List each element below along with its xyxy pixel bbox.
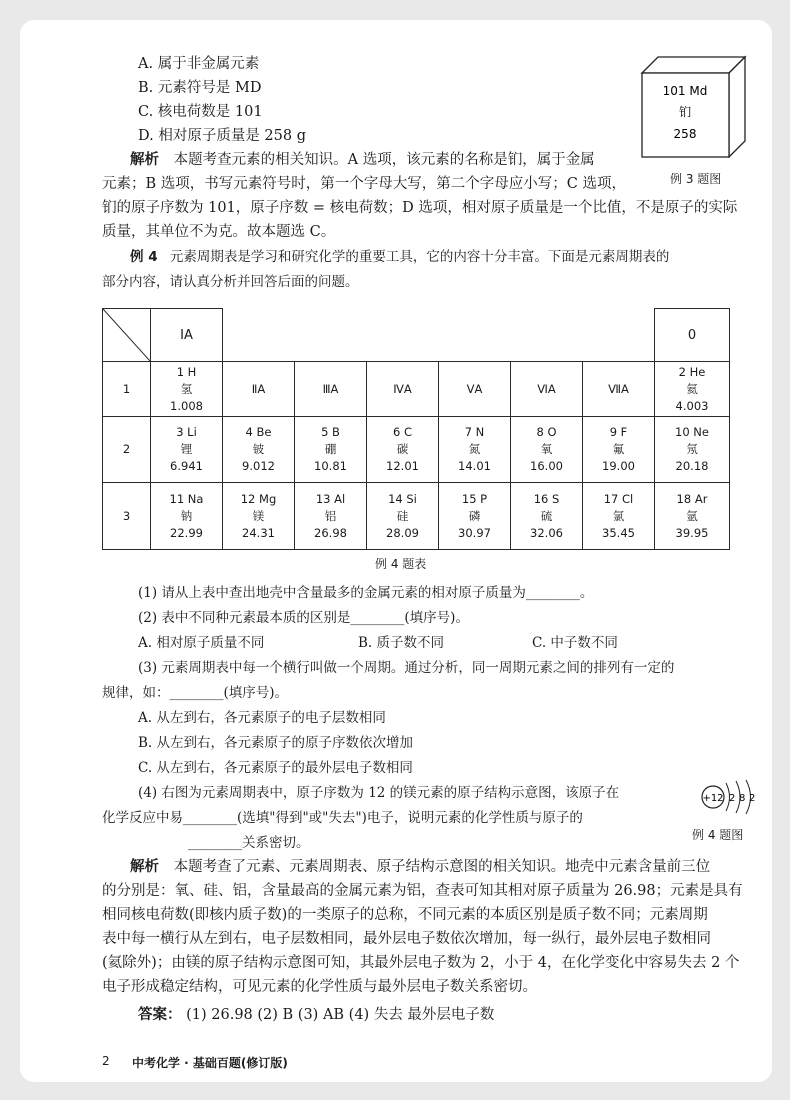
book-title: 中考化学 · 基础百题(修订版)	[132, 1056, 288, 1070]
page	[20, 20, 772, 1082]
element-cell	[151, 483, 223, 550]
element-name: 氟	[612, 442, 625, 456]
element-mass: 39.95	[675, 525, 709, 540]
ex4-intro-line2: 部分内容，请认真分析并回答后面的问题。	[102, 274, 359, 290]
page-number: 2	[102, 1054, 110, 1068]
element-mass: 19.00	[602, 459, 635, 473]
element-name: 磷	[468, 508, 481, 523]
question-1: (1) 请从上表中查出地壳中含量最多的金属元素的相对原子质量为________。	[138, 585, 594, 601]
table-caption: 例 4 题表	[375, 557, 427, 571]
ex4-analysis-line4: 表中每一横行从左到右，电子层数相同，最外层电子数依次增加，每一纵行，最外层电子数相同	[102, 931, 711, 947]
element-mass: 10.81	[314, 459, 347, 473]
ex4-analysis-line1: 本题考查了元素、元素周期表、原子结构示意图的相关知识。地壳中元素含量前三位	[173, 859, 711, 875]
ex3-analysis-line2: 元素；B 选项，书写元素符号时，第一个字母大写，第二个字母应小写；C 选项，	[102, 176, 626, 192]
question-2: (2) 表中不同种元素最本质的区别是________(填序号)。	[138, 610, 469, 626]
element-number-symbol: 5 B	[321, 425, 340, 439]
element-name: 氯	[612, 508, 625, 523]
box-name: 钔	[678, 105, 692, 119]
element-mass: 30.97	[458, 525, 491, 540]
ex4-analysis-label: 解析	[130, 859, 159, 875]
question-4-line2: 化学反应中易________(选填"得到"或"失去")电子，说明元素的化学性质与原子的	[102, 810, 583, 826]
question-4-line1: (4) 右图为元素周期表中，原子序数为 12 的镁元素的原子结构示意图，该原子在	[138, 785, 620, 801]
table-corner-cell	[103, 309, 151, 362]
element-name: 氮	[468, 442, 481, 456]
answer-text: (1) 26.98 (2) B (3) AB (4) 失去 最外层电子数	[186, 1007, 495, 1023]
element-cell	[511, 417, 583, 483]
element-number-symbol: 1 H	[176, 364, 197, 379]
element-mass: 26.98	[314, 525, 347, 540]
ex4-analysis-line3: 相同核电荷数(即核内质子数)的一类原子的总称，不同元素的本质区别是质子数不同；元素周期	[102, 907, 708, 923]
element-name: 氢	[180, 381, 193, 396]
element-number-symbol: 16 S	[533, 491, 560, 506]
ex3-option-c: C. 核电荷数是 101	[138, 104, 263, 120]
group-iiia-header: ⅢA	[295, 362, 367, 417]
group-iva-header: ⅣA	[367, 362, 439, 417]
element-name: 硫	[540, 508, 553, 523]
q2-option-c: C. 中子数不同	[532, 635, 618, 651]
element-name: 氖	[686, 442, 698, 456]
svg-text:8: 8	[739, 793, 746, 804]
element-mass: 12.01	[386, 459, 419, 473]
period-3-label: 3	[103, 483, 151, 550]
element-number-symbol: 3 Li	[176, 425, 197, 439]
periodic-table	[102, 308, 730, 550]
q3-option-c: C. 从左到右，各元素原子的最外层电子数相同	[138, 760, 413, 776]
group-iia-header: ⅡA	[223, 362, 295, 417]
element-number-symbol: 15 P	[461, 491, 488, 506]
element-number-symbol: 12 Mg	[240, 491, 277, 506]
box-number-symbol: 101 Md	[662, 84, 708, 98]
element-cell	[295, 417, 367, 483]
element-name: 镁	[252, 508, 265, 523]
element-mass: 20.18	[675, 459, 709, 473]
element-number-symbol: 14 Si	[388, 491, 417, 506]
element-number-symbol: 7 N	[464, 425, 485, 439]
element-name: 碳	[396, 442, 409, 456]
element-number-symbol: 18 Ar	[676, 491, 708, 506]
element-mass: 22.99	[170, 525, 203, 540]
q2-option-b: B. 质子数不同	[358, 635, 445, 651]
element-name: 氦	[686, 381, 698, 396]
element-name: 硅	[396, 508, 409, 523]
ex3-analysis-label: 解析	[130, 152, 159, 168]
svg-text:2: 2	[749, 793, 756, 804]
element-name: 氩	[686, 508, 698, 523]
element-cell	[367, 417, 439, 483]
element-number-symbol: 6 C	[392, 425, 412, 439]
element-name: 铝	[324, 508, 337, 523]
element-cell	[439, 417, 511, 483]
element-cell-h	[151, 362, 223, 417]
ex3-option-d: D. 相对原子质量是 258 g	[138, 128, 307, 144]
element-mass: 1.008	[170, 398, 203, 413]
element-cell	[583, 483, 655, 550]
period-1-label: 1	[103, 362, 151, 417]
group-viia-header: ⅦA	[583, 362, 655, 417]
element-cell-he	[655, 362, 730, 417]
q3-option-b: B. 从左到右，各元素原子的原子序数依次增加	[138, 735, 414, 751]
element-cell	[655, 417, 730, 483]
element-mass: 4.003	[675, 398, 709, 413]
ex4-analysis-line5: (氦除外)；由镁的原子结构示意图可知，其最外层电子数为 2，小于 4，在化学变化中容易失去 2 个	[102, 955, 740, 971]
q3-option-a: A. 从左到右，各元素原子的电子层数相同	[138, 710, 386, 726]
element-cell	[367, 483, 439, 550]
element-mass: 32.06	[530, 525, 563, 540]
ex3-caption: 例 3 题图	[670, 172, 722, 186]
question-3-line2: 规律，如：________(填序号)。	[102, 685, 289, 701]
element-name: 硼	[324, 442, 337, 456]
element-name: 锂	[180, 442, 193, 456]
group-0-header: 0	[655, 309, 730, 362]
element-number-symbol: 10 Ne	[675, 425, 709, 439]
element-cell	[655, 483, 730, 550]
question-3-line1: (3) 元素周期表中每一个横行叫做一个周期。通过分析，同一周期元素之间的排列有一定的	[138, 660, 675, 676]
nucleus-label: +12	[702, 793, 724, 804]
svg-text:2: 2	[729, 793, 736, 804]
element-cell	[439, 483, 511, 550]
element-number-symbol: 11 Na	[169, 491, 204, 506]
element-name: 铍	[252, 442, 265, 456]
element-number-symbol: 13 Al	[315, 491, 346, 506]
box-mass: 258	[673, 127, 697, 141]
question-4-line3: ________关系密切。	[188, 835, 310, 851]
element-mass: 16.00	[530, 459, 563, 473]
ex3-option-b: B. 元素符号是 MD	[138, 80, 262, 96]
ex3-analysis-line1: 本题考查元素的相关知识。A 选项，该元素的名称是钔，属于金属	[173, 152, 595, 168]
element-cell	[151, 417, 223, 483]
group-ia-header: ⅠA	[151, 309, 223, 362]
element-number-symbol: 9 F	[609, 425, 628, 439]
ex4-analysis-line2: 的分别是：氧、硅、铝，含量最高的金属元素为铝，查表可知其相对原子质量为 26.98；元素是具有	[102, 883, 743, 899]
element-cell	[223, 483, 295, 550]
element-mass: 9.012	[242, 459, 275, 473]
magnesium-atom-diagram	[700, 778, 758, 816]
answer-label: 答案：	[138, 1007, 182, 1023]
ex3-analysis-line4: 质量，其单位不为克。故本题选 C。	[102, 224, 336, 240]
ex3-analysis-line3: 钔的原子序数为 101，原子序数 = 核电荷数；D 选项，相对原子质量是一个比值，不是原子的实际	[102, 200, 738, 216]
element-mass: 24.31	[242, 525, 275, 540]
group-va-header: ⅤA	[439, 362, 511, 417]
element-name: 氧	[540, 442, 553, 456]
ex4-label: 例 4	[130, 249, 158, 265]
element-cell	[295, 483, 367, 550]
element-mass: 14.01	[458, 459, 491, 473]
q2-option-a: A. 相对原子质量不同	[138, 635, 265, 651]
group-via-header: ⅥA	[511, 362, 583, 417]
element-number-symbol: 2 He	[678, 364, 706, 379]
ex3-option-a: A. 属于非金属元素	[138, 56, 260, 72]
element-cell	[511, 483, 583, 550]
ex4-analysis-line6: 电子形成稳定结构，可见元素的化学性质与最外层电子数关系密切。	[102, 979, 537, 995]
element-cell	[223, 417, 295, 483]
element-mass: 28.09	[386, 525, 419, 540]
element-mass: 6.941	[170, 459, 203, 473]
element-number-symbol: 8 O	[536, 425, 557, 439]
element-name: 钠	[180, 508, 193, 523]
period-2-label: 2	[103, 417, 151, 483]
element-box-figure	[640, 55, 747, 158]
figure-caption: 例 4 题图	[692, 828, 744, 842]
element-number-symbol: 4 Be	[245, 425, 272, 439]
element-mass: 35.45	[602, 525, 635, 540]
diagonal-line	[103, 309, 150, 361]
element-number-symbol: 17 Cl	[603, 491, 634, 506]
ex4-intro-line1: 元素周期表是学习和研究化学的重要工具，它的内容十分丰富。下面是元素周期表的	[169, 249, 670, 265]
element-cell	[583, 417, 655, 483]
